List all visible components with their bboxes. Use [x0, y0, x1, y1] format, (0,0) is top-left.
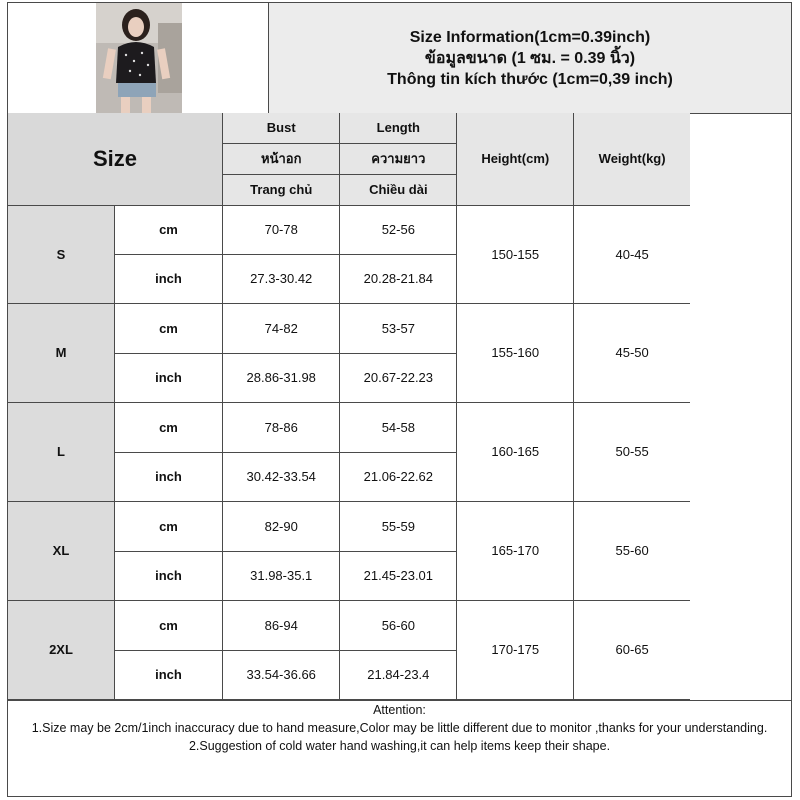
length-inch: 21.45-23.01	[340, 551, 457, 600]
title-thai: ข้อมูลขนาด (1 ซม. = 0.39 นิ้ว)	[424, 49, 636, 67]
length-cm: 56-60	[340, 600, 457, 650]
unit-inch: inch	[114, 254, 222, 303]
height-value: 165-170	[457, 501, 574, 600]
bust-inch: 30.42-33.54	[222, 452, 340, 501]
unit-inch: inch	[114, 650, 222, 699]
table-row	[8, 600, 791, 650]
size-label: L	[8, 402, 114, 501]
length-cm: 55-59	[340, 501, 457, 551]
attention-note-2: 2.Suggestion of cold water hand washing,it can help items keep their shape.	[188, 739, 611, 753]
length-inch: 20.67-22.23	[340, 353, 457, 402]
table-row	[8, 303, 791, 353]
table-row	[8, 501, 791, 551]
height-value: 170-175	[457, 600, 574, 699]
size-label: 2XL	[8, 600, 114, 699]
height-header: Height(cm)	[457, 113, 574, 205]
size-label: XL	[8, 501, 114, 600]
unit-cm: cm	[114, 303, 222, 353]
height-value: 160-165	[457, 402, 574, 501]
bust-cm: 70-78	[222, 205, 340, 254]
unit-cm: cm	[114, 600, 222, 650]
bust-header: Bust	[222, 113, 340, 143]
weight-value: 60-65	[574, 600, 690, 699]
table-row	[8, 205, 791, 254]
length-header-thai: ความยาว	[340, 143, 457, 174]
length-cm: 52-56	[340, 205, 457, 254]
length-header: Length	[340, 113, 457, 143]
bust-cm: 82-90	[222, 501, 340, 551]
weight-value: 50-55	[574, 402, 690, 501]
bust-inch: 27.3-30.42	[222, 254, 340, 303]
size-header: Size	[8, 113, 222, 205]
length-cm: 53-57	[340, 303, 457, 353]
product-photo-cell	[8, 3, 269, 113]
length-inch: 21.84-23.4	[340, 650, 457, 699]
length-inch: 20.28-21.84	[340, 254, 457, 303]
title-vietnamese: Thông tin kích thước (1cm=0,39 inch)	[387, 70, 673, 88]
height-value: 150-155	[457, 205, 574, 303]
size-label: M	[8, 303, 114, 402]
bust-inch: 33.54-36.66	[222, 650, 340, 699]
size-label: S	[8, 205, 114, 303]
bust-header-thai: หน้าอก	[222, 143, 340, 174]
length-inch: 21.06-22.62	[340, 452, 457, 501]
size-table	[8, 113, 791, 700]
weight-value: 55-60	[574, 501, 690, 600]
length-header-vietnamese: Chiều dài	[340, 174, 457, 205]
attention-title: Attention:	[373, 703, 426, 717]
title-english: Size Information(1cm=0.39inch)	[409, 28, 651, 46]
header-row	[8, 3, 791, 114]
size-chart	[7, 2, 792, 797]
unit-inch: inch	[114, 452, 222, 501]
unit-cm: cm	[114, 205, 222, 254]
unit-cm: cm	[114, 501, 222, 551]
height-value: 155-160	[457, 303, 574, 402]
weight-value: 40-45	[574, 205, 690, 303]
table-row	[8, 402, 791, 452]
attention-note-1: 1.Size may be 2cm/1inch inaccuracy due to hand measure,Color may be little different due to monitor ,thanks for your understanding.	[31, 721, 768, 735]
weight-value: 45-50	[574, 303, 690, 402]
unit-cm: cm	[114, 402, 222, 452]
bust-inch: 31.98-35.1	[222, 551, 340, 600]
size-information-title	[269, 3, 791, 113]
length-cm: 54-58	[340, 402, 457, 452]
bust-cm: 86-94	[222, 600, 340, 650]
unit-inch: inch	[114, 353, 222, 402]
bust-inch: 28.86-31.98	[222, 353, 340, 402]
unit-inch: inch	[114, 551, 222, 600]
model-photo	[96, 3, 182, 113]
attention-notes	[8, 700, 791, 797]
bust-header-vietnamese: Trang chủ	[222, 174, 340, 205]
bust-cm: 74-82	[222, 303, 340, 353]
bust-cm: 78-86	[222, 402, 340, 452]
weight-header: Weight(kg)	[574, 113, 690, 205]
